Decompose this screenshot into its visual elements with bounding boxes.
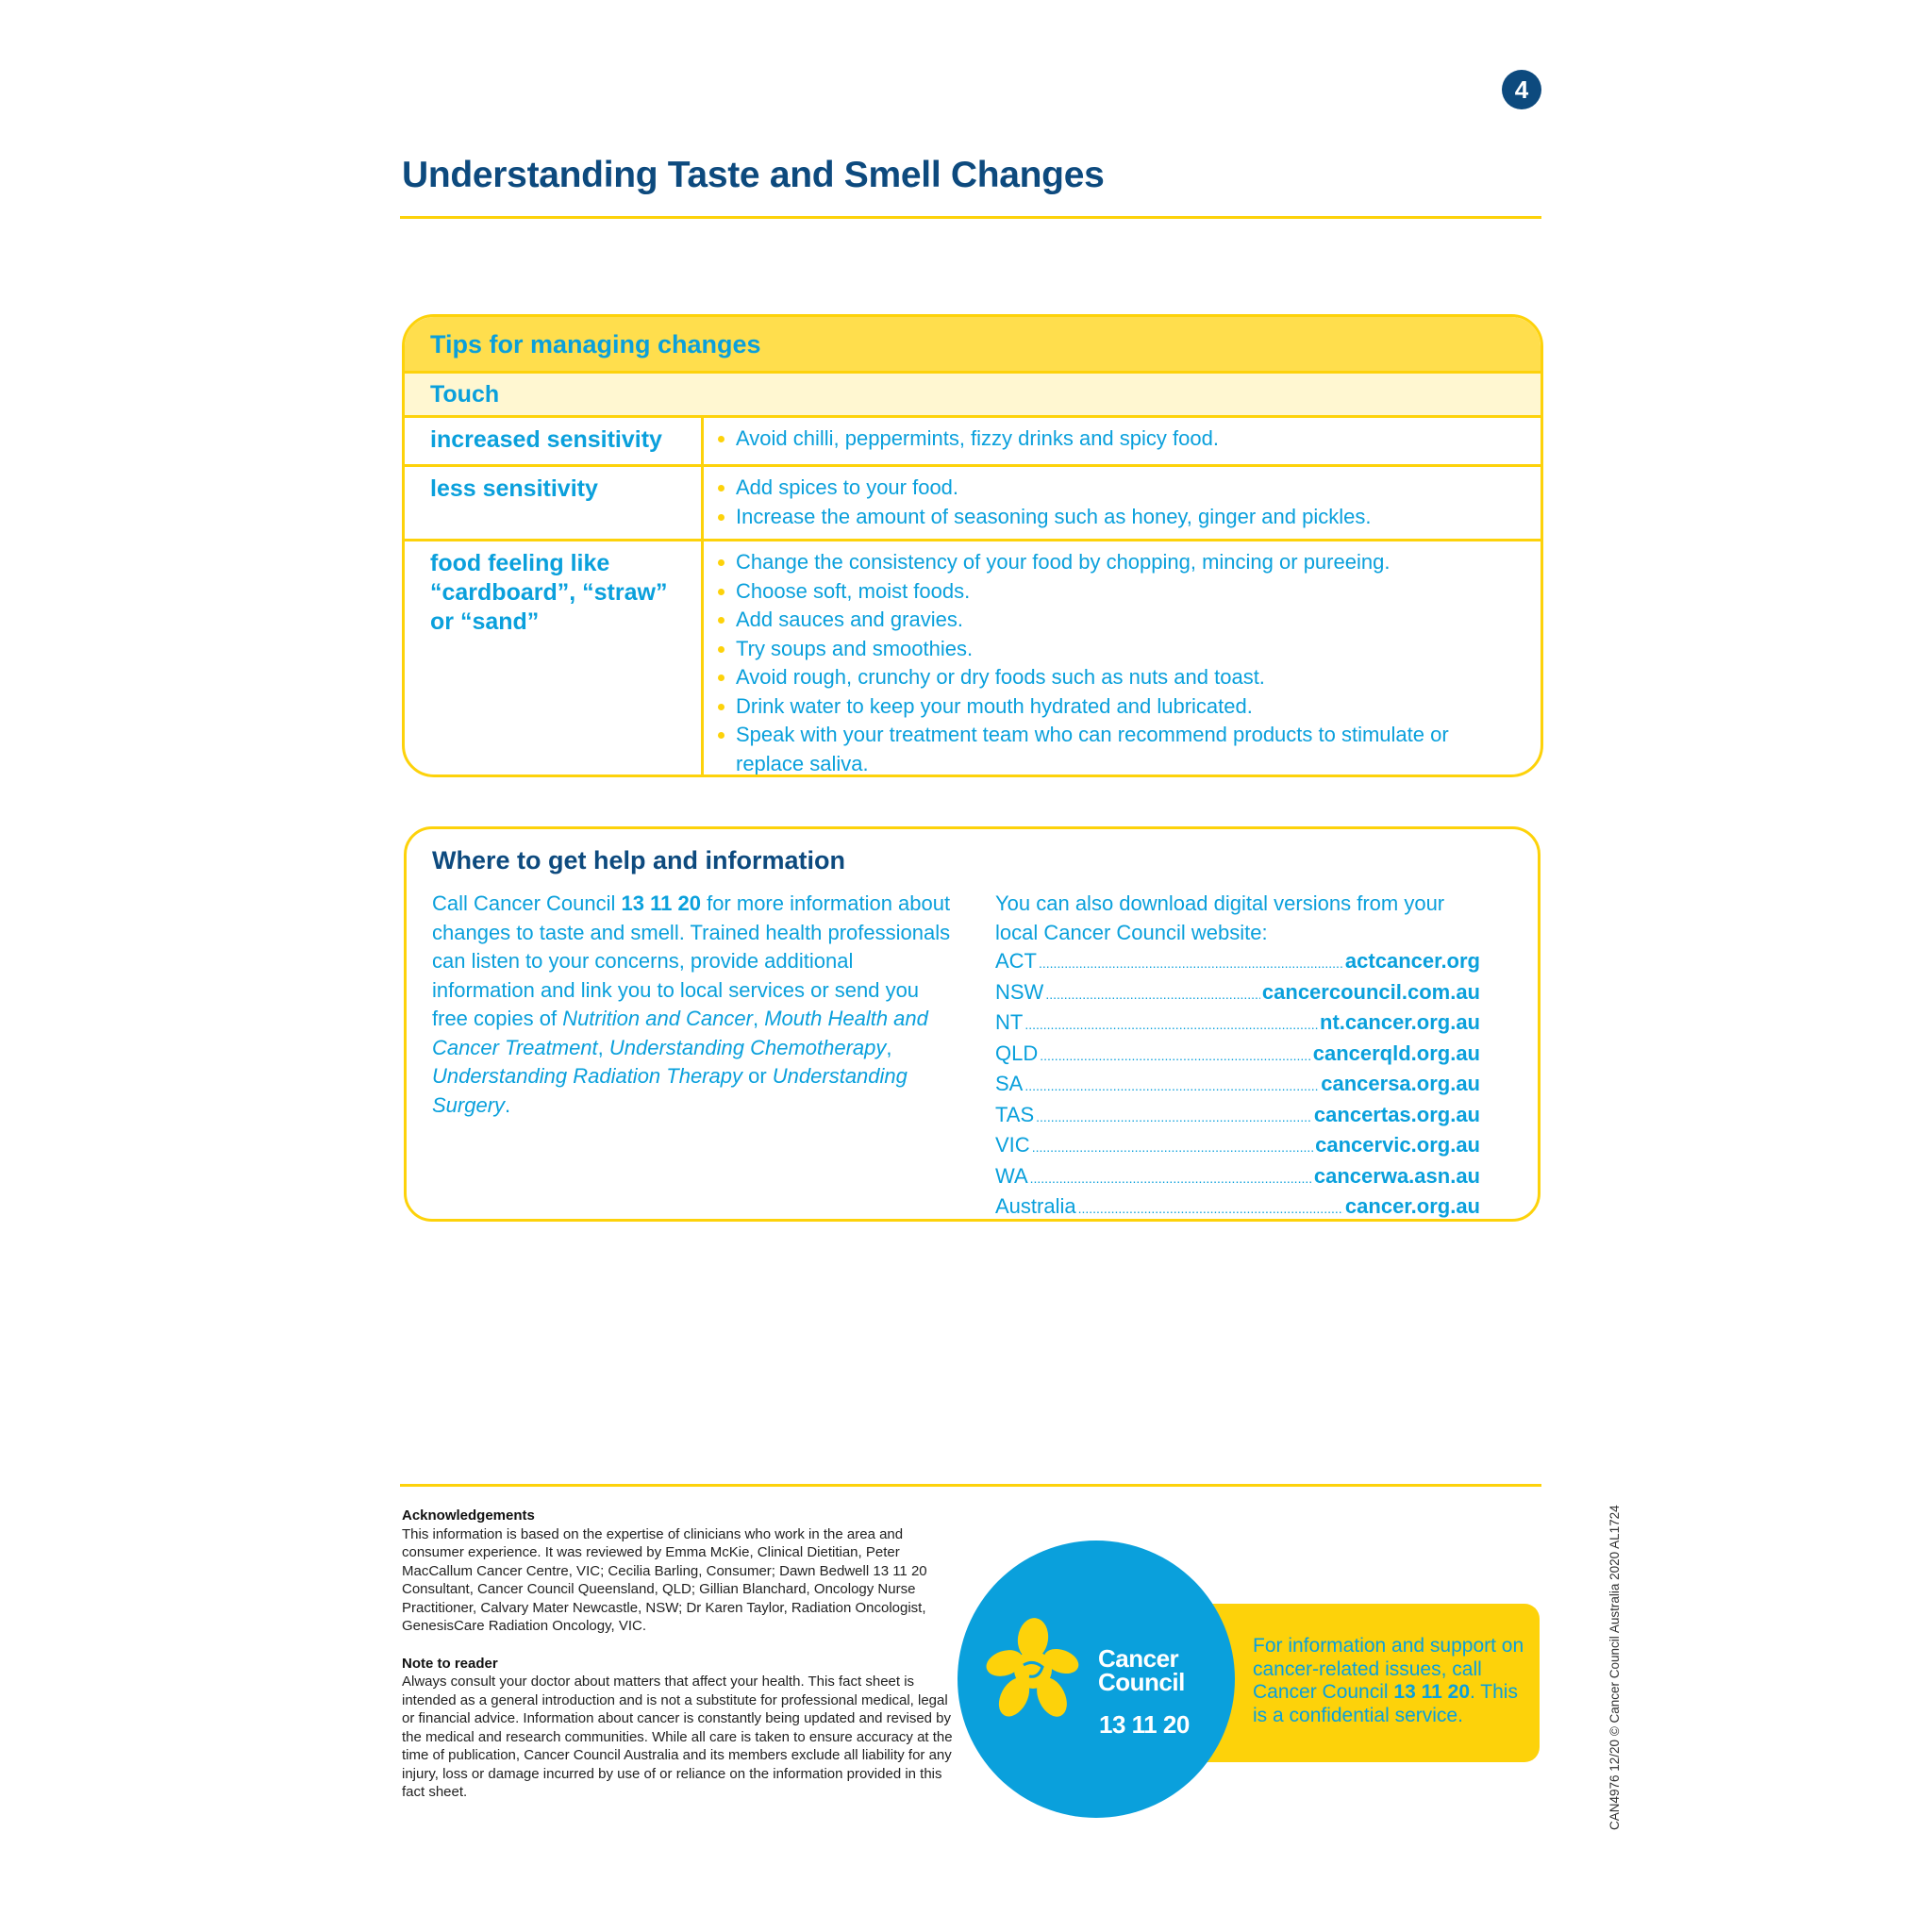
website-row: WA ..... cancerwa.asn.au	[995, 1162, 1480, 1193]
list-item: Drink water to keep your mouth hydrated and lubricated.	[718, 692, 1491, 722]
page-number-badge: 4	[1502, 70, 1541, 109]
website-list	[995, 890, 1480, 1224]
website-link[interactable]: cancervic.org.au	[1315, 1133, 1480, 1157]
website-link[interactable]: nt.cancer.org.au	[1320, 1010, 1480, 1034]
support-banner	[1189, 1604, 1540, 1762]
daffodil-icon	[986, 1618, 1080, 1722]
website-row: TAS ..... cancertas.org.au	[995, 1101, 1480, 1132]
help-call-text: Call Cancer Council 13 11 20 for more information about changes to taste and smell. Trained health professionals can listen to your concerns, provide additional information and link you to local services or send you free copies of Nutrition and Cancer, Mouth Health and Cancer Treatment, Understanding Chemotherapy, Understanding Radiation Therapy or Understanding Surgery.	[432, 891, 951, 1117]
table-row	[405, 541, 1541, 777]
row-label: food feeling like “cardboard”, “straw” or “sand”	[405, 541, 704, 777]
list-item: Change the consistency of your food by chopping, mincing or pureeing.	[718, 548, 1491, 577]
website-link[interactable]: actcancer.org	[1344, 949, 1480, 973]
website-link[interactable]: cancersa.org.au	[1321, 1072, 1480, 1095]
website-row: SA ..... cancersa.org.au	[995, 1070, 1480, 1101]
website-link[interactable]: cancer.org.au	[1344, 1194, 1480, 1218]
footnotes	[402, 1507, 958, 1821]
website-intro: You can also download digital versions from your local Cancer Council website:	[995, 891, 1445, 944]
note-heading: Note to reader	[402, 1655, 498, 1672]
website-row: QLD ..... cancerqld.org.au	[995, 1040, 1480, 1071]
note-text: Always consult your doctor about matters that affect your health. This fact sheet is intended as a general introduction and is not a substitute for professional medical, legal or financial advice. Information about cancer is constantly being updated and revised by the medical and research communities. While all care is taken to ensure accuracy at the time of publication, Cancer Council Australia and its members exclude all liability for any injury, loss or damage incurred by use of or reliance on the information provided in this fact sheet.	[402, 1674, 953, 1800]
website-link[interactable]: cancerqld.org.au	[1312, 1041, 1480, 1065]
resource-title: Mouth Health and Cancer Treatment	[432, 1007, 928, 1059]
list-item: Speak with your treatment team who can recommend products to stimulate or replace saliva.	[718, 721, 1491, 777]
website-link[interactable]: cancertas.org.au	[1313, 1102, 1480, 1126]
tips-list	[704, 418, 1219, 464]
list-item: Increase the amount of seasoning such as honey, ginger and pickles.	[718, 503, 1371, 532]
row-label: less sensitivity	[405, 467, 704, 539]
website-row: NSW ..... cancercouncil.com.au	[995, 978, 1480, 1009]
resource-title: Understanding Surgery	[432, 1064, 908, 1117]
list-item: Add sauces and gravies.	[718, 606, 1491, 635]
support-phone: 13 11 20	[1393, 1681, 1470, 1703]
list-item: Choose soft, moist foods.	[718, 577, 1491, 607]
page-title: Understanding Taste and Smell Changes	[402, 155, 1105, 195]
tips-table	[402, 314, 1543, 777]
list-item: Add spices to your food.	[718, 474, 1371, 503]
acknowledgements-text: This information is based on the expertise of clinicians who work in the area and consumer experience. It was reviewed by Emma McKie, Clinical Dietitian, Peter MacCallum Cancer Centre, VIC; Cecilia Barling, Consumer; Dawn Bedwell 13 11 20 Consultant, Cancer Council Queensland, QLD; Gillian Blanchard, Oncology Nurse Practitioner, Calvary Mater Newcastle, NSW; Dr Karen Taylor, Radiation Oncologist, GenesisCare Radiation Oncology, VIC.	[402, 1525, 927, 1634]
logo-phone: 13 11 20	[1099, 1710, 1190, 1739]
phone-number: 13 11 20	[621, 891, 701, 915]
row-label: increased sensitivity	[405, 418, 704, 464]
resource-title: Understanding Chemotherapy	[608, 1035, 887, 1059]
website-link[interactable]: cancerwa.asn.au	[1313, 1163, 1480, 1188]
website-row: VIC ..... cancervic.org.au	[995, 1131, 1480, 1162]
resource-title: Understanding Radiation Therapy	[432, 1064, 742, 1088]
table-row	[405, 418, 1541, 467]
resource-title: Nutrition and Cancer	[562, 1007, 753, 1030]
help-info-box	[404, 826, 1541, 1222]
list-item: Try soups and smoothies.	[718, 635, 1491, 664]
tips-heading: Tips for managing changes	[405, 317, 1541, 374]
list-item: Avoid chilli, peppermints, fizzy drinks and spicy food.	[718, 425, 1219, 454]
website-row: NT ..... nt.cancer.org.au	[995, 1008, 1480, 1040]
tips-list	[704, 541, 1491, 777]
footer-divider	[400, 1484, 1541, 1487]
tips-subheading: Touch	[405, 374, 1541, 418]
website-row: ACT ..... actcancer.org	[995, 947, 1480, 978]
title-divider	[400, 216, 1541, 219]
support-text: For information and support on cancer-related issues, call Cancer Council 13 11 20. This is a confidential service.	[1253, 1635, 1524, 1726]
website-row: Australia ..... cancer.org.au	[995, 1192, 1480, 1224]
table-row	[405, 467, 1541, 541]
list-item: Avoid rough, crunchy or dry foods such as nuts and toast.	[718, 663, 1491, 692]
acknowledgements-heading: Acknowledgements	[402, 1507, 535, 1524]
website-link[interactable]: cancercouncil.com.au	[1261, 979, 1480, 1004]
tips-list	[704, 467, 1371, 539]
cancer-council-logo	[958, 1541, 1235, 1818]
logo-wordmark: Cancer Council	[1098, 1644, 1185, 1696]
document-code: CAN4976 12/20 © Cancer Council Australia 2020 AL1724	[1607, 1505, 1622, 1830]
help-heading: Where to get help and information	[432, 846, 845, 874]
